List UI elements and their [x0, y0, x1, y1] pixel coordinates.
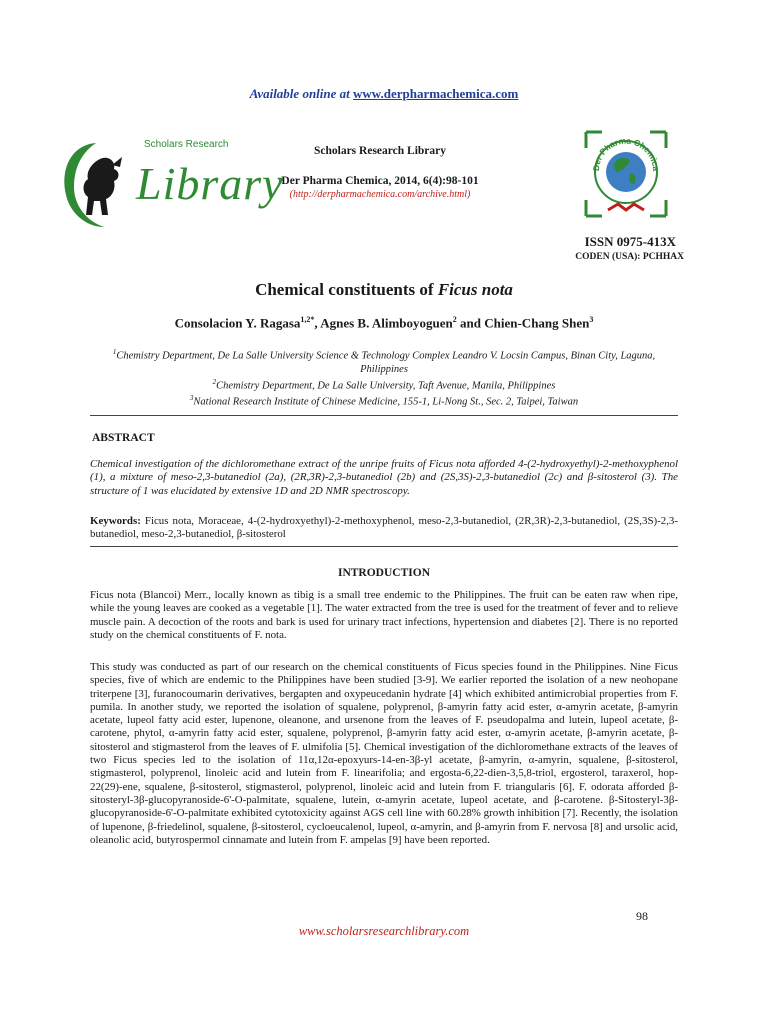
- author-affiliation-mark: 2: [452, 315, 457, 324]
- affiliation-line: [90, 376, 678, 393]
- journal-citation: Der Pharma Chemica, 2014, 6(4):98-101: [281, 175, 479, 187]
- intro-paragraph-1: Ficus nota (Blancoi) Merr., locally known as tibig is a small tree endemic to the Philippines. The fruit can be eaten raw when ripe, while the young leaves are cooked as a vegetable [1]. The water extracted from the tree is used for the treatment of fever and to relieve muscle pain. A decoction of the roots and bark is used for urinary tract infections, hypertension and diabetes [2]. There is no reported study on the chemical constituents of F. nota.: [90, 589, 678, 641]
- library-logo-big-text: Library: [136, 158, 284, 209]
- article-title-plain: Chemical constituents of: [255, 280, 438, 299]
- introduction-heading: INTRODUCTION: [337, 567, 430, 579]
- author-affiliation-mark: 1,2*: [300, 315, 315, 324]
- lion-emblem-icon: [56, 135, 136, 235]
- coden: CODEN (USA): PCHHAX: [575, 252, 684, 262]
- article-title-species: Ficus nota: [437, 280, 513, 299]
- affiliation-mark: 1: [112, 348, 117, 356]
- keywords-text: Ficus nota, Moraceae, 4-(2-hydroxyethyl)-2-methoxyphenol, meso-2,3-butanediol, (2R,3R)-2,3-butanediol, (2S,3S)-2,3-butanediol, meso-2,3-butanediol, β-sitosterol: [90, 515, 678, 541]
- affiliation-line: [90, 392, 678, 409]
- affiliation-text: National Research Institute of Chinese Medicine, 155-1, Li-Nong St., Sec. 2, Taipei, Taiwan: [193, 396, 579, 408]
- available-online-label: Available online at: [249, 86, 354, 101]
- affiliation-mark: 3: [189, 394, 194, 402]
- affiliation-mark: 2: [212, 377, 217, 386]
- archive-url[interactable]: (http://derpharmachemica.com/archive.html): [289, 189, 471, 200]
- journal-info: [250, 145, 510, 200]
- seal-text: Der Pharma Chemica: [590, 135, 662, 172]
- library-logo-small-text: Scholars Research: [144, 139, 229, 150]
- article-title: [0, 280, 768, 300]
- affiliations: [90, 346, 678, 409]
- author-name: Consolacion Y. Ragasa: [174, 315, 301, 331]
- abstract-text: Chemical investigation of the dichloromethane extract of the unripe fruits of Ficus nota afforded 4-(2-hydroxyethyl)-2-methoxyphenol (1), a mixture of meso-2,3-butanediol (2a), (2R,3R)-2,3-butanediol (2b) and (2S,3S)-2,3-butanediol (2c) and β-sitosterol (3). The structure of 1 was elucidated by extensive 1D and 2D NMR spectroscopy.: [90, 458, 678, 497]
- affiliation-text: Chemistry Department, De La Salle University, Taft Avenue, Manila, Philippines: [216, 380, 556, 391]
- issn: ISSN 0975-413X: [584, 234, 676, 249]
- scholars-library-logo: [56, 135, 284, 235]
- divider-bottom: [90, 546, 678, 547]
- intro-paragraph-2: This study was conducted as part of our research on the chemical constituents of Ficus species found in the Philippines. Nine Ficus species, five of which are endemic to the Philippines have been studied [3-9]. We earlier reported the isolation of a new neohopane triterpene [3], furanocoumarin derivatives, bergapten and oxypeucedanin hydrate [4] which exhibited antimicrobial properties from F. pumila. In another study, we reported the isolation of squalene, polyprenol, β-amyrin fatty acid ester, α-amyrin acetate, β-amyrin acetate, lupeol fatty acid ester, lupenone, oleanone, and ursenone from the leaves of F. pseudopalma and lutein, lupeol acetate, β-carotene, phytol, α-amyrin fatty acid ester, squalene, polyprenol, β-amyrin fatty acid ester, α-amyrin acetate, β-amyrin acetate, β-sitosterol and stigmasterol from the leaves of F. ulmifolia [5]. Chemical investigation of the dichloromethane extracts of the leaves of two Ficus species led to the isolation of 11α,12α-epoxyurs-14-en-3β-yl acetate, β-amyrin, α-amyrin, squalene, β-sitosterol, stigmasterol, polyprenol, linoleic acid and lutein from F. linearifolia; and ergosta-6,22-dien-3,5,8-triol, ergosterol, taraxerol, hop-22(29)-ene, squalene, β-sitosterol, stigmasterol, polyprenol, linoleic acid and lutein from F. triangularis [6]. F. odorata afforded β-sitosteryl-3β-glucopyranoside-6'-O-palmitate, squalene, lutein, α-amyrin acetate, lupeol acetate, and β-carotene. β-Sitosteryl-3β-glucopyranoside-6'-O-palmitate exhibited cytotoxicity against AGS cell line with 60.28% growth inhibition [7]. Recently, the isolation of lupenone, β-friedelinol, squalene, β-sitosterol, cycloeucalenol, lupeol, α-amyrin, and β-amyrin from F. nervosa [8] and ursolic acid, oleanolic acid, butyrospermol cinnamate and lutein from F. ampelas [9] have been reported.: [90, 661, 678, 846]
- author-name: Agnes B. Alimboyoguen: [320, 315, 453, 331]
- keywords: [90, 515, 678, 542]
- author-list: [0, 315, 768, 331]
- abstract-heading: ABSTRACT: [92, 432, 155, 444]
- journal-seal: [580, 126, 672, 222]
- divider-top: [90, 415, 678, 416]
- page-number: 98: [636, 909, 648, 923]
- author-separator: and: [456, 315, 485, 331]
- available-online-line: [0, 86, 768, 102]
- affiliation-text: Chemistry Department, De La Salle University Science & Technology Complex Leandro V. Locsin Campus, Binan City, Laguna, Philippines: [116, 350, 656, 375]
- author-affiliation-mark: 3: [589, 315, 594, 324]
- author-separator: ,: [314, 315, 321, 331]
- affiliation-line: [90, 346, 678, 376]
- keywords-label: Keywords:: [90, 515, 141, 527]
- footer-url[interactable]: www.scholarsresearchlibrary.com: [298, 924, 470, 938]
- publisher-name: Scholars Research Library: [313, 145, 447, 157]
- svg-text:Der Pharma Chemica: [591, 135, 661, 171]
- author-name: Chien-Chang Shen: [484, 315, 590, 331]
- journal-site-link[interactable]: www.derpharmachemica.com: [353, 86, 519, 101]
- seal-ring-text: [580, 126, 672, 222]
